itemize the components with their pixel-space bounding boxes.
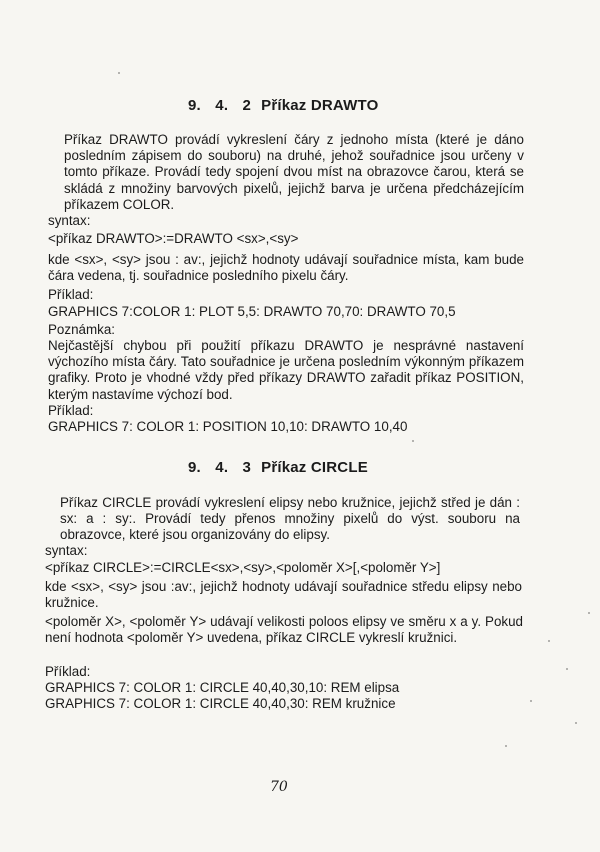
scan-speck <box>575 722 577 724</box>
circle-syntax: <příkaz CIRCLE>:=CIRCLE<sx>,<sy>,<poloměr X>[,<poloměr Y>] <box>45 560 441 575</box>
section-heading-circle <box>188 459 368 476</box>
drawto-example: GRAPHICS 7:COLOR 1: PLOT 5,5: DRAWTO 70,70: DRAWTO 70,5 <box>48 304 456 319</box>
drawto-example2: GRAPHICS 7: COLOR 1: POSITION 10,10: DRAWTO 10,40 <box>48 419 408 434</box>
scan-speck <box>530 700 532 702</box>
drawto-intro-paragraph <box>64 132 524 213</box>
circle-example-line: GRAPHICS 7: COLOR 1: CIRCLE 40,40,30,10: REM elipsa <box>45 680 400 695</box>
drawto-syntax-note-text: kde <sx>, <sy> jsou : av:, jejichž hodnoty udávají souřadnice místa, kam bude čára vedena, tj. souřadnice posledního pixelu čáry. <box>48 252 524 284</box>
drawto-example-label: Příklad: <box>48 287 94 302</box>
section-number: 9. 4. 2 <box>188 97 252 114</box>
scan-speck <box>566 668 568 670</box>
circle-syntax-note <box>45 579 522 611</box>
drawto-syntax-label: syntax: <box>48 213 91 228</box>
circle-example-line: GRAPHICS 7: COLOR 1: CIRCLE 40,40,30: REM kružnice <box>45 696 396 712</box>
drawto-example2-label: Příklad: <box>48 403 94 418</box>
section-title: Příkaz DRAWTO <box>261 97 379 114</box>
section-number: 9. 4. 3 <box>188 459 252 476</box>
drawto-note-paragraph <box>48 338 524 403</box>
circle-example-block <box>45 680 399 712</box>
scan-speck <box>118 72 120 74</box>
drawto-intro-text: Příkaz DRAWTO provádí vykreslení čáry z jednoho místa (které je dáno posledním zápisem do souboru) na druhé, jehož souřadnice jsou určeny v tomto příkaze. Provádí tedy spojení dvou míst na obrazovce čarou, která se skládá z množiny barvových pixelů, jejichž barva je určena předcházejícím příkazem COLOR. <box>64 132 524 212</box>
scan-speck <box>548 640 550 642</box>
section-title: Příkaz CIRCLE <box>261 459 368 476</box>
drawto-syntax: <příkaz DRAWTO>:=DRAWTO <sx>,<sy> <box>48 231 299 246</box>
circle-example-label: Příklad: <box>45 664 91 679</box>
drawto-note-text: Nejčastější chybou při použití příkazu DRAWTO je nesprávné nastavení výchozího místa čáry. Tato souřadnice je určena posledním výkonným příkazem grafiky. Proto je vhodné vždy před příkazy DRAWTO zařadit příkaz POSITION, kterým nastavíme výchozí bod. <box>48 338 524 402</box>
drawto-note-label: Poznámka: <box>48 322 115 337</box>
scan-speck <box>505 745 507 747</box>
circle-syntax-label: syntax: <box>45 543 88 558</box>
page-number: 70 <box>270 779 288 795</box>
scan-speck <box>412 440 414 442</box>
section-heading-drawto <box>188 97 378 114</box>
circle-radius-note-text: <poloměr X>, <poloměr Y> udávají velikosti poloos elipsy ve směru x a y. Pokud není hodnota <poloměr Y> uvedena, příkaz CIRCLE vykreslí kružnici. <box>45 614 523 646</box>
circle-syntax-note-text: kde <sx>, <sy> jsou :av:, jejichž hodnoty udávají souřadnice středu elipsy nebo kružnice. <box>45 579 522 611</box>
circle-intro-paragraph <box>60 495 520 544</box>
circle-intro-text: Příkaz CIRCLE provádí vykreslení elipsy nebo kružnice, jejichž střed je dán : sx: a : sy:. Provádí tedy přenos množiny pixelů do výst. souboru na obrazovce, které jsou organizovány do elipsy. <box>60 495 520 543</box>
drawto-syntax-note <box>48 252 524 284</box>
scan-speck <box>588 612 590 614</box>
circle-radius-note <box>45 614 523 646</box>
